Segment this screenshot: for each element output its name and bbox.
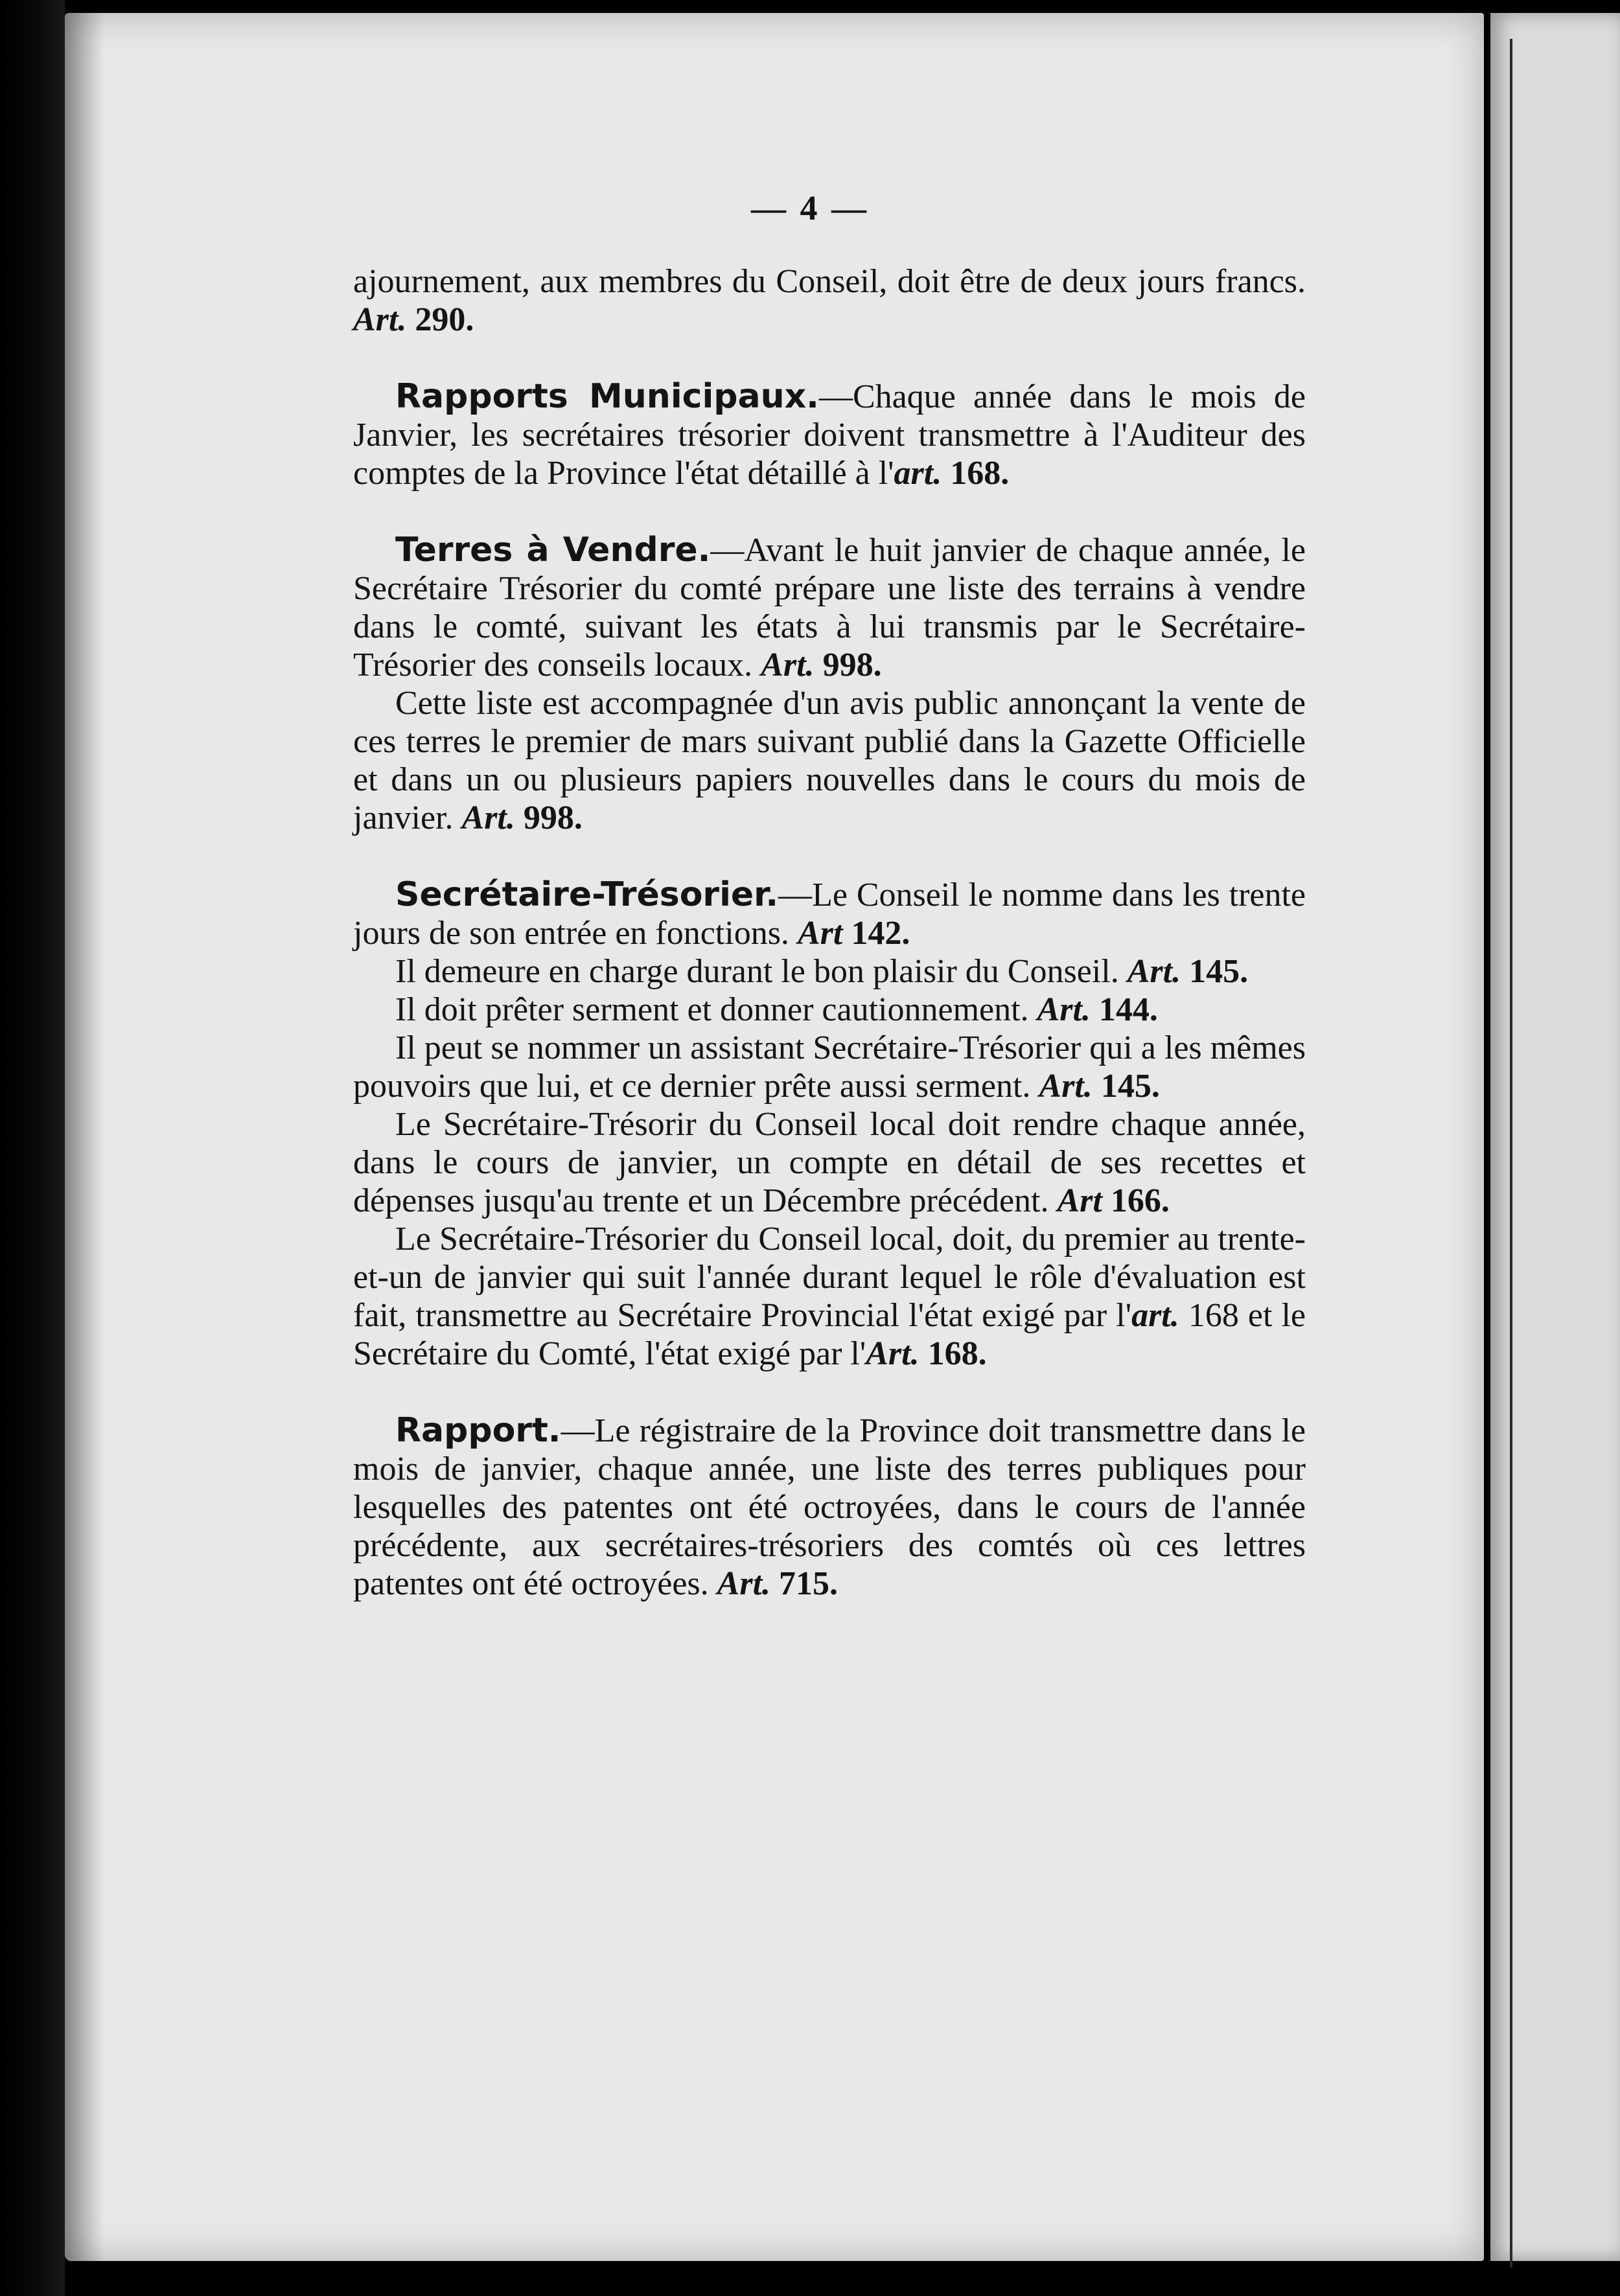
section-heading: Rapport.	[395, 1411, 561, 1450]
paragraph	[353, 1029, 1306, 1105]
paragraph-text: 168 et le Secrétaire du Comté, l'état exigé par l'	[353, 1297, 1306, 1372]
article-label: Art.	[1037, 991, 1091, 1028]
article-label: Art.	[353, 301, 407, 338]
paragraph	[353, 1220, 1306, 1373]
page-fold-line	[1510, 39, 1512, 2267]
article-number: 144.	[1098, 991, 1158, 1028]
article-number: 168.	[950, 455, 1010, 492]
paragraph-text: Il doit prêter serment et donner cautionnement.	[395, 991, 1029, 1028]
article-number: 142.	[851, 915, 910, 952]
intro-paragraph	[353, 262, 1306, 339]
paragraph	[353, 1412, 1306, 1603]
intro-text: ajournement, aux membres du Conseil, doit être de deux jours francs.	[353, 263, 1306, 300]
article-number: 998.	[822, 647, 882, 683]
paragraph-text: Il peut se nommer un assistant Secrétaire-Trésorier qui a les mêmes pouvoirs que lui, et ce dernier prête aussi serment.	[353, 1029, 1306, 1105]
section-heading: Rapports Municipaux.	[395, 377, 819, 416]
paragraph-text: Cette liste est accompagnée d'un avis public annonçant la vente de ces terres le premier de mars suivant publié dans la Gazette Officielle et dans un ou plusieurs papiers nouvelles dans le cours du mois de janvier.	[353, 685, 1306, 836]
scan-background-left	[0, 0, 65, 2296]
article-number: 290.	[415, 301, 474, 338]
page-number: — 4 —	[751, 189, 869, 227]
paragraph	[353, 1105, 1306, 1220]
section-terres-a-vendre	[353, 531, 1306, 837]
section-heading: Terres à Vendre.	[395, 531, 711, 569]
article-label: art.	[894, 455, 942, 492]
paragraph	[353, 684, 1306, 837]
article-label: Art.	[866, 1335, 920, 1372]
section-rapport	[353, 1412, 1306, 1603]
paragraph-text: —Le Conseil le nomme dans les trente jours de son entrée en fonctions.	[353, 877, 1306, 952]
paragraph	[353, 952, 1306, 991]
article-number: 145.	[1100, 1068, 1160, 1105]
paragraph	[353, 876, 1306, 952]
paragraph	[353, 378, 1306, 492]
article-label: art.	[1131, 1297, 1179, 1334]
article-label: Art	[797, 915, 843, 952]
article-label: Art.	[717, 1565, 771, 1602]
article-number: 715.	[779, 1565, 839, 1602]
paragraph-text: Le Secrétaire-Trésorier du Conseil local, doit, du premier au trente-et-un de janvier qui suit l'année durant lequel le rôle d'évaluation est fait, transmettre au Secrétaire Provincial l'état exigé par l'	[353, 1221, 1306, 1334]
paragraph	[353, 531, 1306, 684]
paragraph-text: Il demeure en charge durant le bon plaisir du Conseil.	[395, 953, 1119, 990]
article-label: Art.	[1127, 953, 1181, 990]
article-number: 145.	[1189, 953, 1249, 990]
paragraph-text: —Chaque année dans le mois de Janvier, les secrétaires trésorier doivent transmettre à l'Auditeur des comptes de la Province l'état détaillé à l'	[353, 378, 1306, 492]
article-label: Art.	[1039, 1068, 1093, 1105]
article-number: 166.	[1110, 1182, 1170, 1219]
article-label: Art	[1057, 1182, 1102, 1219]
paragraph-text: —Avant le huit janvier de chaque année, le Secrétaire Trésorier du comté prépare une liste des terrains à vendre dans le comté, suivant les états à lui transmis par le Secrétaire-Trésorier des conseils locaux.	[353, 532, 1306, 683]
article-number: 168.	[927, 1335, 987, 1372]
paragraph-text: Le Secrétaire-Trésorir du Conseil local doit rendre chaque année, dans le cours de janvier, un compte en détail de ses recettes et dépenses jusqu'au trente et un Décembre précédent.	[353, 1106, 1306, 1219]
article-number: 998.	[523, 799, 583, 836]
paragraph-text: —Le régistraire de la Province doit transmettre dans le mois de janvier, chaque année, une liste des terres publiques pour lesquelles des patentes ont été octroyées, dans le cours de l'année précédente, aux secrétaires-trésoriers des comtés où ces lettres patentes ont été octroyées.	[353, 1412, 1306, 1602]
article-label: Art.	[461, 799, 515, 836]
section-rapports-municipaux	[353, 378, 1306, 492]
paragraph	[353, 991, 1306, 1029]
page-body	[353, 262, 1306, 1603]
article-label: Art.	[761, 647, 815, 683]
section-heading: Secrétaire-Trésorier.	[395, 875, 779, 914]
section-secretaire-tresorier	[353, 876, 1306, 1373]
